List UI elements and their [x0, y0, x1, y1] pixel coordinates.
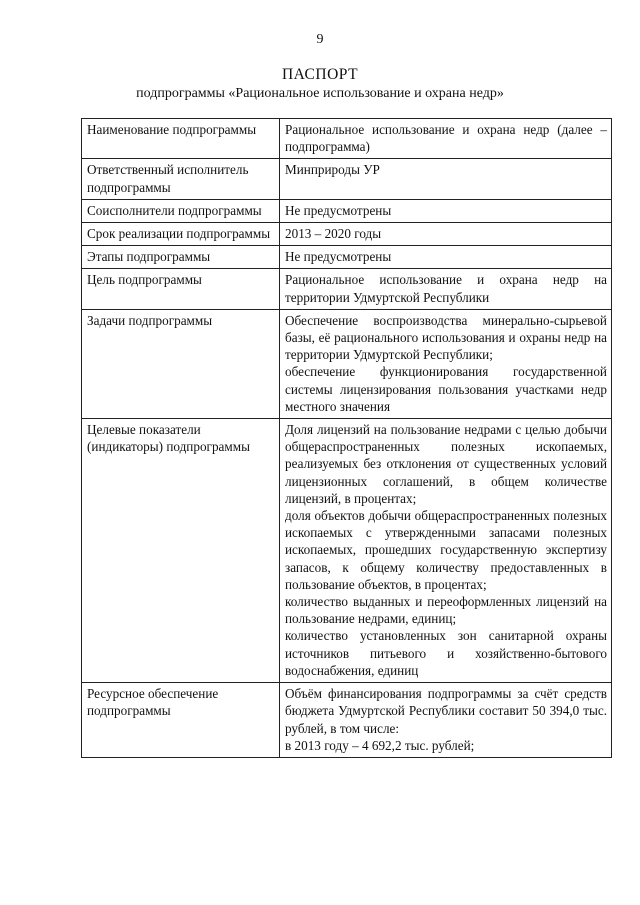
- value-paragraph: Доля лицензий на пользование недрами с целью добычи общераспространенных полезных ископаемых, реализуемых без отклонения от существенных условий лицензионных соглашений, в общем количестве лицензий, в процентах;: [285, 422, 607, 506]
- value-paragraph: в 2013 году – 4 692,2 тыс. рублей;: [285, 737, 475, 753]
- row-value: [280, 683, 612, 758]
- row-value: [280, 159, 612, 199]
- row-value: [280, 419, 612, 683]
- row-label: Срок реализации подпрограммы: [82, 223, 280, 246]
- row-value: [280, 119, 612, 159]
- value-paragraph: Обеспечение воспроизводства минерально-сырьевой базы, её рационального использования и охраны недр на территории Удмуртской Республики;: [285, 312, 607, 363]
- passport-table-body: [82, 119, 612, 758]
- row-label: Ресурсное обеспечение подпрограммы: [82, 683, 280, 758]
- page-number: 9: [316, 32, 324, 47]
- row-label: Ответственный исполнитель подпрограммы: [82, 159, 280, 199]
- row-label: Цель подпрограммы: [82, 269, 280, 309]
- row-label: Соисполнители подпрограммы: [82, 199, 280, 222]
- value-paragraph: количество выданных и переоформленных лицензий на пользование недрами, единиц;: [285, 594, 607, 627]
- value-paragraph: Рациональное использование и охрана недр на территории Удмуртской Республики: [285, 272, 607, 305]
- row-value: [280, 309, 612, 418]
- value-paragraph: Не предусмотрены: [285, 202, 392, 218]
- table-row: [82, 199, 612, 222]
- row-label: Наименование подпрограммы: [82, 119, 280, 159]
- row-label: Этапы подпрограммы: [82, 246, 280, 269]
- table-row: [82, 269, 612, 309]
- value-paragraph: доля объектов добычи общераспространенных полезных ископаемых с утвержденными запасами полезных ископаемых, прошедших государственную экспертизу запасов, к общему количеству предоставленных в пользование объектов, в процентах;: [285, 508, 607, 592]
- row-label: Целевые показатели (индикаторы) подпрограммы: [82, 419, 280, 683]
- row-value: [280, 199, 612, 222]
- table-row: [82, 309, 612, 418]
- row-value: [280, 223, 612, 246]
- value-paragraph: Минприроды УР: [285, 162, 380, 178]
- value-paragraph: 2013 – 2020 годы: [285, 226, 382, 242]
- table-row: [82, 246, 612, 269]
- row-label: Задачи подпрограммы: [82, 309, 280, 418]
- document-subtitle: подпрограммы «Рациональное использование и охрана недр»: [136, 86, 504, 101]
- value-paragraph: обеспечение функционирования государственной системы лицензирования пользования участками недр местного значения: [285, 364, 607, 414]
- table-row: [82, 683, 612, 758]
- document-title: ПАСПОРТ: [281, 66, 359, 83]
- row-value: [280, 269, 612, 309]
- value-paragraph: Не предусмотрены: [285, 249, 392, 265]
- table-row: [82, 119, 612, 159]
- passport-table: [81, 118, 612, 758]
- table-row: [82, 159, 612, 199]
- value-paragraph: Рациональное использование и охрана недр (далее – подпрограмма): [285, 122, 607, 155]
- value-paragraph: количество установленных зон санитарной охраны источников питьевого и хозяйственно-бытового водоснабжения, единиц: [285, 628, 607, 678]
- table-row: [82, 419, 612, 683]
- row-value: [280, 246, 612, 269]
- value-paragraph: Объём финансирования подпрограммы за счёт средств бюджета Удмуртской Республики составит 50 394,0 тыс. рублей, в том числе:: [285, 686, 607, 736]
- table-row: [82, 223, 612, 246]
